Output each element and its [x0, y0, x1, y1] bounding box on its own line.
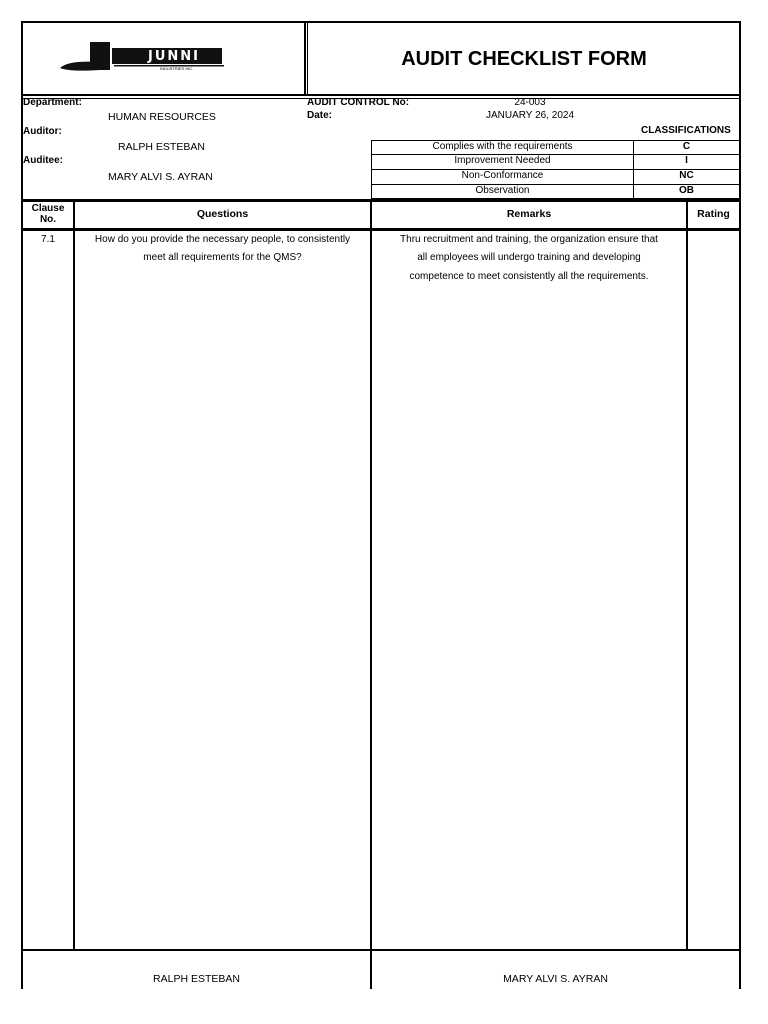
- department-value: HUMAN RESOURCES: [108, 111, 216, 123]
- header-divider-thin: [307, 23, 308, 96]
- checklist-table: [21, 199, 741, 951]
- auditee-signature-name: MARY ALVI S. AYRAN: [503, 973, 608, 985]
- date-value: JANUARY 26, 2024: [485, 110, 575, 121]
- header-remarks: Remarks: [506, 208, 552, 220]
- col-divider-questions: [370, 199, 372, 951]
- date-label: Date:: [307, 110, 333, 121]
- remark-line: competence to meet consistently all the requirements.: [409, 271, 649, 282]
- header-clause-no: No.: [39, 214, 57, 225]
- header-questions: Questions: [196, 208, 249, 220]
- form-title: AUDIT CHECKLIST FORM: [401, 48, 647, 70]
- header-divider: [304, 21, 306, 96]
- logo-name: JUNNI: [148, 49, 200, 64]
- classifications-title: CLASSIFICATIONS: [641, 125, 731, 136]
- logo-subtitle: INDUSTRIES INC.: [160, 66, 194, 71]
- auditee-label: Auditee:: [23, 155, 63, 166]
- classification-code: OB: [679, 185, 694, 196]
- classification-code: C: [682, 141, 691, 152]
- auditor-value: RALPH ESTEBAN: [118, 141, 205, 153]
- table-header-rule: [21, 201, 741, 202]
- company-logo: [60, 40, 228, 74]
- audit-control-value: 24-003: [514, 97, 546, 108]
- header-rating: Rating: [697, 208, 730, 220]
- col-divider-clause: [73, 199, 75, 951]
- signature-right-border: [739, 951, 741, 989]
- col-divider-remarks: [686, 199, 688, 951]
- classifications-table: [371, 140, 741, 199]
- classification-code: I: [685, 155, 688, 166]
- remark-line: Thru recruitment and training, the organization ensure that: [400, 234, 658, 245]
- classification-label: Improvement Needed: [454, 155, 551, 166]
- question-line: meet all requirements for the QMS?: [143, 252, 302, 263]
- department-label: Department:: [23, 97, 82, 108]
- auditee-value: MARY ALVI S. AYRAN: [108, 171, 213, 183]
- question-line: How do you provide the necessary people, to consistently: [94, 234, 351, 245]
- remark-line: all employees will undergo training and developing: [417, 252, 641, 263]
- auditor-label: Auditor:: [23, 126, 62, 137]
- classification-label: Observation: [475, 185, 530, 196]
- header-clause: Clause: [31, 203, 65, 214]
- table-header-bottom: [21, 228, 741, 231]
- clause-number: 7.1: [41, 234, 55, 245]
- auditor-signature-name: RALPH ESTEBAN: [153, 973, 240, 985]
- classification-label: Non-Conformance: [461, 170, 544, 181]
- audit-control-label: AUDIT CONTROL No:: [307, 97, 410, 108]
- classification-label: Complies with the requirements: [432, 141, 573, 152]
- classification-code: NC: [679, 170, 694, 181]
